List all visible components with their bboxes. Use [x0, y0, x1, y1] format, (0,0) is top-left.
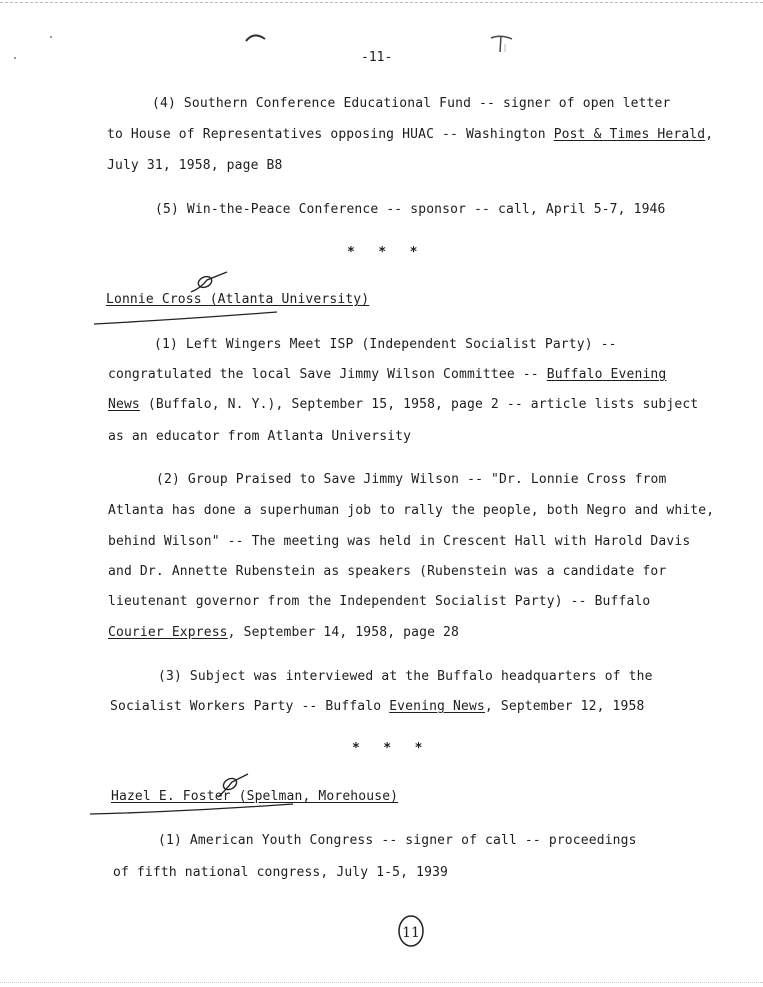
item4-source: Post & Times Herald — [553, 127, 706, 142]
item4-line1: (4) Southern Conference Educational Fund -- signer of open letter — [152, 96, 671, 111]
lonnie-item1-line3 — [108, 397, 698, 412]
hazel-item1-line1: (1) American Youth Congress -- signer of call -- proceedings — [158, 833, 637, 848]
hand-underline-stroke — [88, 800, 298, 820]
person-heading-lonnie-cross: Lonnie Cross (Atlanta University) — [106, 292, 370, 307]
lonnie-item1-line2-text: congratulated the local Save Jimmy Wilson Committee -- — [108, 367, 547, 382]
page-top-border — [0, 2, 763, 3]
lonnie-item2-line6-text: , September 14, 1958, page 28 — [227, 625, 459, 640]
item4-line2-text: to House of Representatives opposing HUAC -- Washington — [107, 127, 554, 142]
item4-line2 — [107, 127, 713, 142]
lonnie-item3-source: Evening News — [389, 699, 485, 714]
lonnie-item3-line2-text: Socialist Workers Party -- Buffalo — [110, 699, 390, 714]
lonnie-item2-line3: behind Wilson" -- The meeting was held in Crescent Hall with Harold Davis — [108, 534, 691, 549]
lonnie-item1-source-cont: News — [108, 397, 140, 412]
item4-line2-punct: , — [705, 127, 714, 142]
lonnie-item2-line1: (2) Group Praised to Save Jimmy Wilson -- "Dr. Lonnie Cross from — [156, 472, 667, 487]
hand-underline-stroke — [92, 308, 282, 328]
lonnie-item2-source: Courier Express — [108, 625, 228, 640]
hazel-item1-line2: of fifth national congress, July 1-5, 1939 — [113, 865, 449, 880]
lonnie-item2-line6 — [108, 625, 459, 640]
separator-stars: * * * — [352, 741, 423, 756]
lonnie-item2-line2: Atlanta has done a superhuman job to rally the people, both Negro and white, — [108, 503, 715, 518]
hand-mark-t-icon — [488, 32, 516, 58]
page-number: -11- — [361, 50, 393, 65]
lonnie-item1-line2 — [108, 367, 666, 382]
lonnie-item3-line2-punct: , September 12, 1958 — [484, 699, 645, 714]
item4-line3: July 31, 1958, page B8 — [107, 158, 283, 173]
circled-page-stamp — [396, 913, 428, 949]
item5-line1: (5) Win-the-Peace Conference -- sponsor -- call, April 5-7, 1946 — [155, 202, 666, 217]
speck — [50, 36, 52, 38]
lonnie-item1-line1: (1) Left Wingers Meet ISP (Independent Socialist Party) -- — [154, 337, 617, 352]
page-bottom-border — [0, 982, 763, 983]
hand-mark-arc-icon — [244, 30, 268, 44]
lonnie-item2-line4: and Dr. Annette Rubenstein as speakers (Rubenstein was a candidate for — [108, 564, 667, 579]
separator-stars: * * * — [347, 245, 418, 260]
lonnie-item2-line5: lieutenant governor from the Independent Socialist Party) -- Buffalo — [108, 594, 651, 609]
person-heading-hazel-foster: Hazel E. Foster (Spelman, Morehouse) — [111, 789, 399, 804]
page-stamp-number: 11 — [402, 925, 420, 941]
lonnie-item1-line4: as an educator from Atlanta University — [108, 429, 412, 444]
lonnie-item3-line1: (3) Subject was interviewed at the Buffalo headquarters of the — [158, 669, 653, 684]
lonnie-item1-source: Buffalo Evening — [546, 367, 667, 382]
lonnie-item3-line2 — [110, 699, 644, 714]
speck — [14, 57, 16, 59]
lonnie-item1-line3-text: (Buffalo, N. Y.), September 15, 1958, page 2 -- article lists subject — [139, 397, 699, 412]
